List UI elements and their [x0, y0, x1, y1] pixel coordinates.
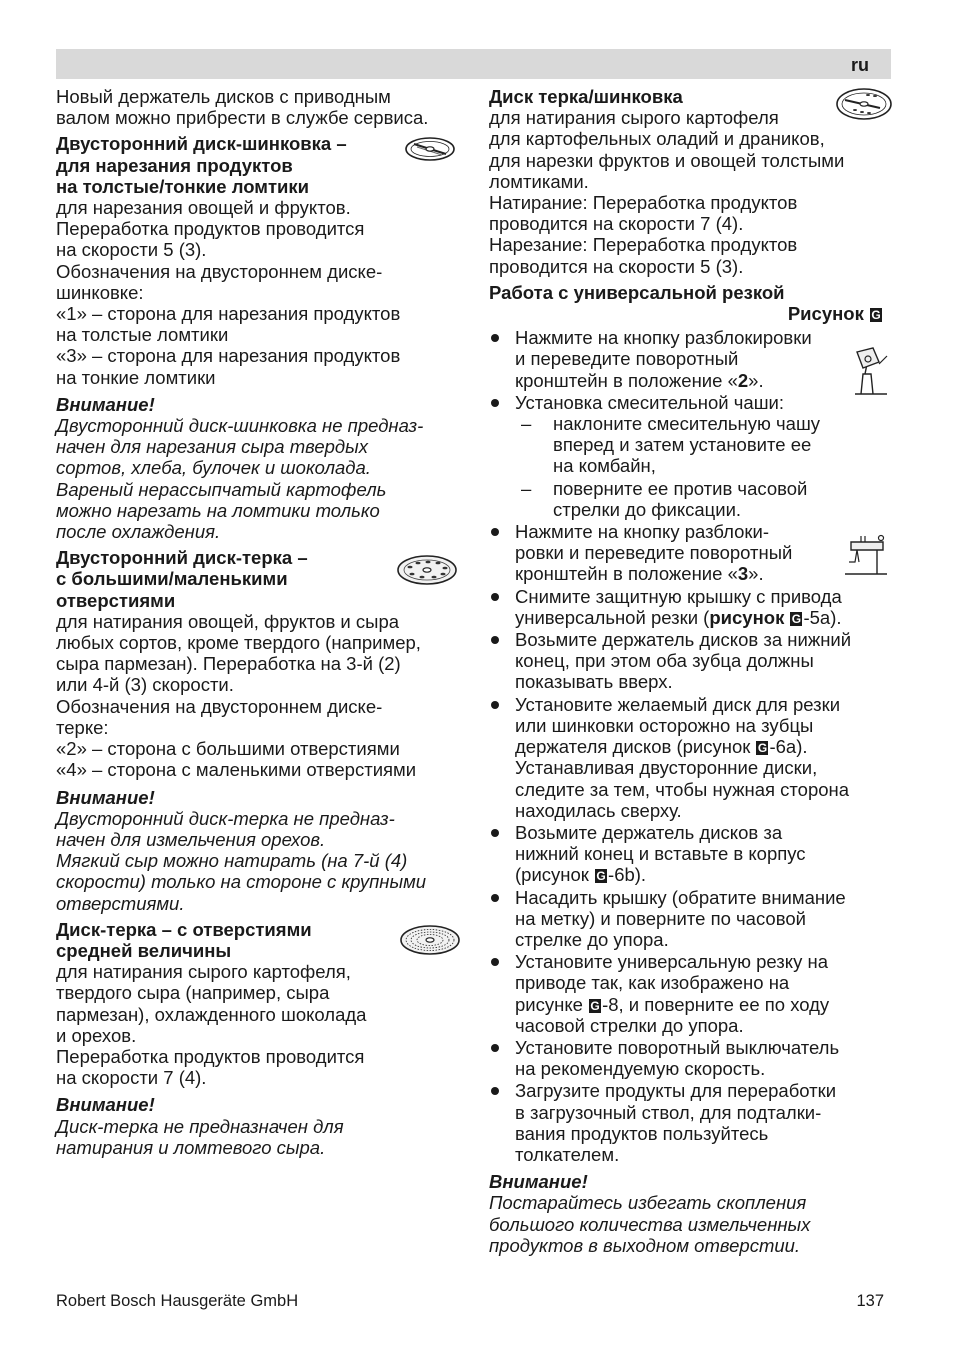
figure-g-badge: G	[590, 998, 600, 1013]
intro-text: Новый держатель дисков с приводным валом можно прибрести в службе сервиса.	[56, 86, 429, 129]
list-item: Возьмите держатель дисков за нижний конец, при этом оба зубца должны показывать вверх.	[489, 629, 891, 693]
slicing-warning-title: Внимание!	[56, 393, 155, 415]
julienne-disc-body: для натирания сырого картофеля для картофельных оладий и драников, для нарезки фруктов и овощей толстыми ломтиками. Натирание: Переработка продуктов проводится на скорости 7 (4). Нарезание: Переработка продуктов проводится на скорости 5 (3).	[489, 107, 845, 277]
grating-warning-title: Внимание!	[56, 786, 155, 808]
slicing-disc-icon	[404, 135, 456, 163]
page-number: 137	[856, 1292, 884, 1310]
language-code: ru	[851, 55, 869, 75]
grating-disc-body: для натирания овощей, фруктов и сыра любых сортов, кроме твердого (например, сыра пармезан). Переработка на 3-й (2) или 4-й (3) скорости. Обозначения на двустороннем диске- терке: «2» – сторона с большими отверстиями «4» – сторона с маленькими отверстиями	[56, 610, 421, 781]
fine-grating-disc-icon	[399, 923, 461, 957]
list-item: Установите желаемый диск для резки или шинковки осторожно на зубцы держателя дисков (рисунок G -6a). Устанавливая двусторонние диски, следите за тем, чтобы нужная сторона находилась сверху.	[489, 694, 891, 821]
list-item: Установка смесительной чаши: – наклоните смесительную чашу вперед и затем установите ее на комбайн, – поверните ее против часовой стрелки до фиксации.	[489, 392, 891, 520]
medium-warning-title: Внимание!	[56, 1094, 155, 1116]
sub-list-item: – наклоните смесительную чашу вперед и затем установите ее на комбайн,	[515, 413, 891, 477]
slicing-warning-text: Двусторонний диск-шинковка не предназ- начен для нарезания сыра твердых сортов, хлеба, булочек и шоколада. Вареный нерассыпчатый картофель можно нарезать на ломтики только после охлаждения.	[56, 415, 424, 543]
instruction-list	[489, 327, 891, 1165]
figure-g-badge: G	[791, 611, 802, 626]
figure-g-badge: G	[757, 741, 768, 756]
figure-g-badge: G	[596, 869, 606, 884]
medium-warning-text: Диск-терка не предназначен для натирания и ломтевого сыра.	[56, 1115, 344, 1158]
figure-reference: Рисунок G	[787, 303, 881, 325]
julienne-disc-icon	[835, 86, 893, 122]
header-bar	[56, 49, 891, 79]
grating-warning-text: Двусторонний диск-терка не предназ- начен для измельчения орехов. Мягкий сыр можно натирать (на 7-й (4) скорости) только на стороне с крупными отверстиями.	[56, 807, 427, 914]
medium-grating-disc-body: для натирания сырого картофеля, твердого сыра (например, сыра пармезан), охлажденного шоколада и орехов. Переработка продуктов проводится на скорости 7 (4).	[56, 961, 367, 1089]
left-column	[56, 86, 468, 1158]
sub-list-item: – поверните ее против часовой стрелки до фиксации.	[515, 478, 891, 520]
right-column	[489, 86, 891, 1256]
list-item: Установите универсальную резку на приводе так, как изображено на рисунке G -8, и поверните ее по ходу часовой стрелки до упора.	[489, 951, 891, 1036]
list-item: Насадить крышку (обратите внимание на метку) и поверните по часовой стрелке до упора.	[489, 887, 891, 951]
slicing-disc-section	[56, 133, 468, 542]
grating-disc-title: Двусторонний диск-терка – с большими/маленькими отверстиями	[56, 547, 308, 611]
cutter-warning-title: Внимание!	[489, 1171, 588, 1193]
list-item: Нажмите на кнопку разблоки- ровки и переведите поворотный кронштейн в положение «3».	[489, 521, 891, 585]
grating-disc-section	[56, 547, 468, 913]
list-item: Загрузите продукты для переработки в загрузочный ствол, для подталки- вания продуктов пользуйтесь толкателем.	[489, 1080, 891, 1165]
list-item: Возьмите держатель дисков за нижний конец и вставьте в корпус (рисунок G -6b).	[489, 822, 891, 886]
slicing-disc-title: Двусторонний диск-шинковка – для нарезания продуктов на толстые/тонкие ломтики	[56, 133, 347, 197]
sub-list	[515, 413, 891, 520]
footer-company: Robert Bosch Hausgeräte GmbH	[56, 1292, 299, 1310]
list-item: Установите поворотный выключатель на рекомендуемую скорость.	[489, 1037, 891, 1079]
grating-disc-icon	[396, 553, 458, 587]
julienne-disc-section	[489, 86, 891, 277]
slicing-disc-body: для нарезания овощей и фруктов. Переработка продуктов проводится на скорости 5 (3). Обозначения на двустороннем диске- шинковке: «1» – сторона для нарезания продуктов на толстые ломтики «3» – сторона для нарезания продуктов на тонкие ломтики	[56, 197, 401, 388]
universal-cutter-title: Работа с универсальной резкой	[489, 281, 785, 303]
figure-g-badge: G	[871, 308, 881, 323]
julienne-disc-title: Диск терка/шинковка	[489, 86, 683, 107]
cutter-warning-text: Постарайтесь избегать скопления большого количества измельченных продуктов в выходном отверстии.	[489, 1192, 811, 1256]
medium-grating-disc-title: Диск-терка – с отверстиями средней величины	[56, 918, 312, 961]
list-item: Снимите защитную крышку с привода универсальной резки (рисунок G -5a).	[489, 586, 891, 628]
universal-cutter-section	[489, 282, 891, 1256]
list-item: Нажмите на кнопку разблокировки и переведите поворотный кронштейн в положение «2».	[489, 327, 891, 391]
medium-grating-disc-section	[56, 919, 468, 1158]
